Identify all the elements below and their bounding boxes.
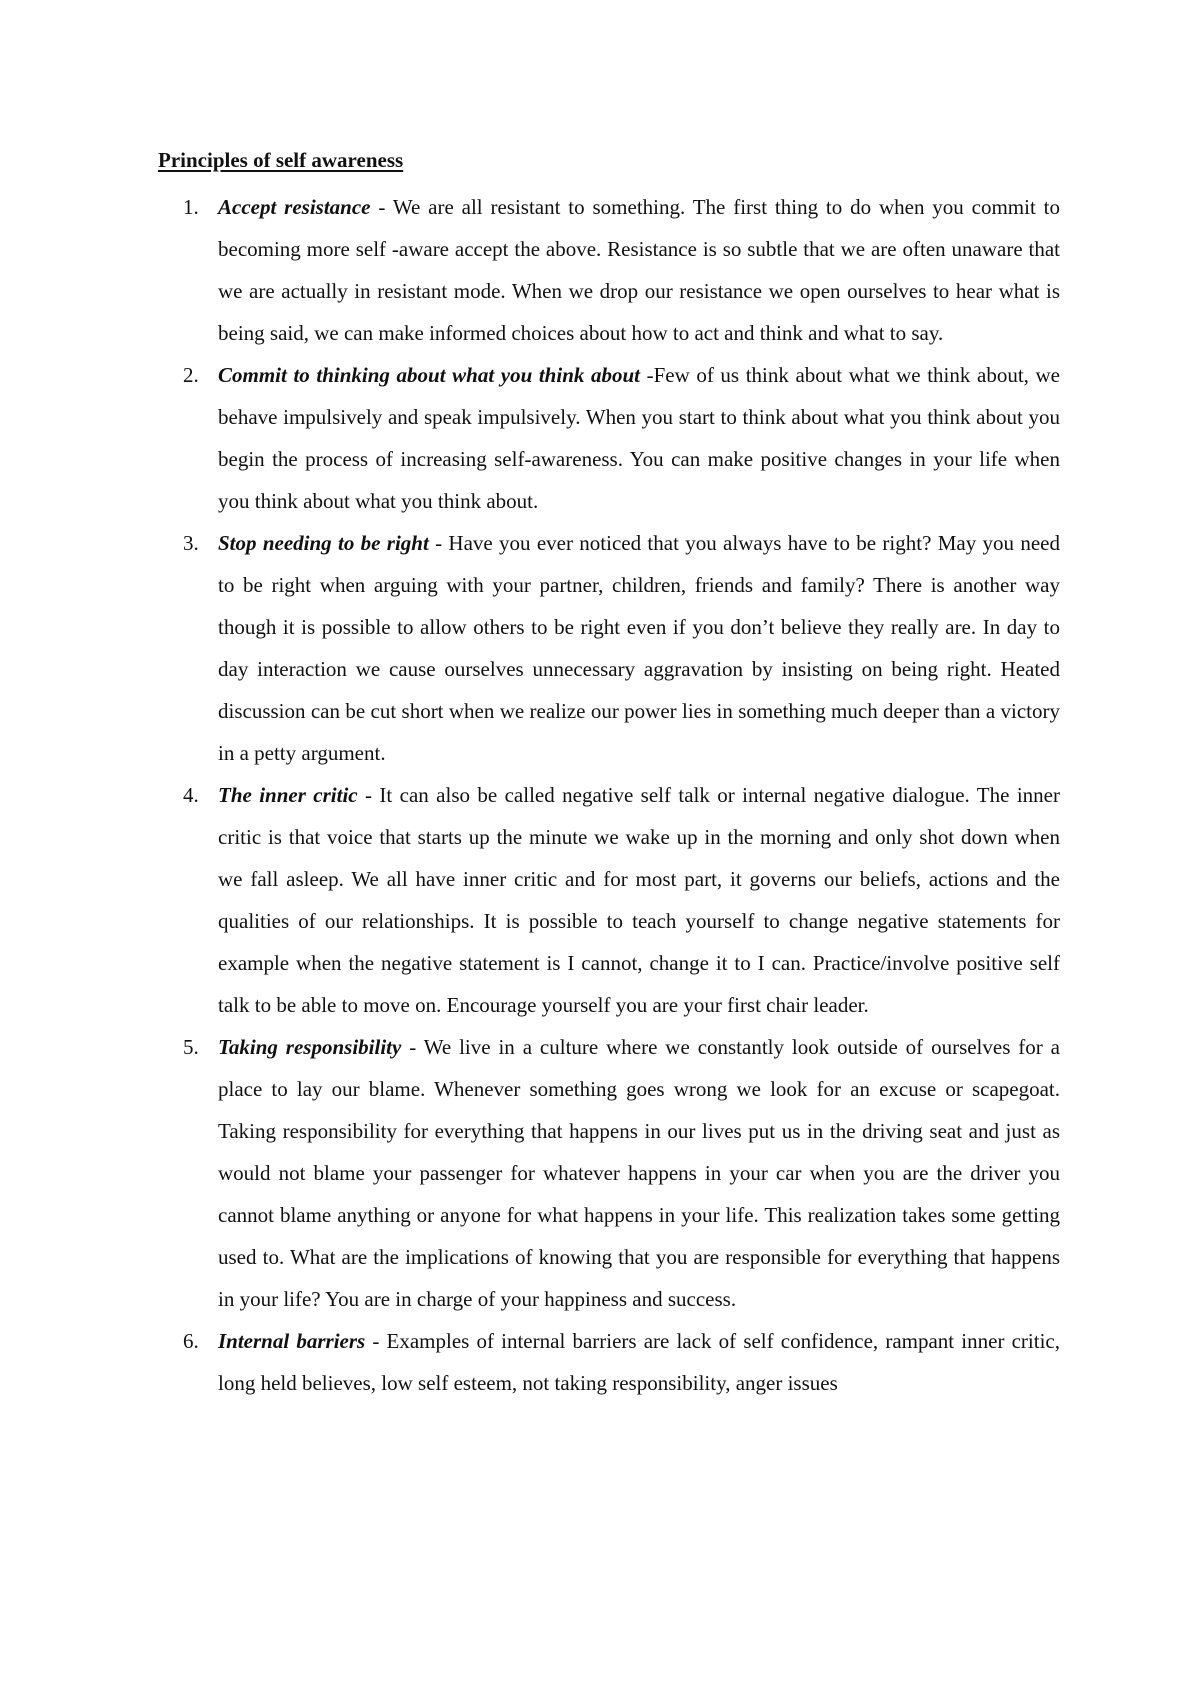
principle-text: - We live in a culture where we constantly look outside of ourselves for a place to lay our blame. Whenever something goes wrong we look for an excuse or scapegoat. Taking responsibility for everything that happens in our lives put us in the driving seat and just as would not blame your passenger for whatever happens in your car when you are the driver you cannot blame anything or anyone for what happens in your life. This realization takes some getting used to. What are the implications of knowing that you are responsible for everything that happens in your life? You are in charge of your happiness and success. xyxy=(218,1035,1060,1311)
list-item xyxy=(183,354,1060,522)
list-item-body xyxy=(218,774,1060,1026)
list-number: 6. xyxy=(183,1329,199,1353)
principle-term: Taking responsibility xyxy=(218,1035,402,1059)
list-item-body xyxy=(218,186,1060,354)
list-item xyxy=(183,1026,1060,1320)
list-item xyxy=(183,774,1060,1026)
list-number: 5. xyxy=(183,1035,199,1059)
list-item xyxy=(183,522,1060,774)
principle-text: -Few of us think about what we think about, we behave impulsively and speak impulsively. When you start to think about what you think about you begin the process of increasing self-awareness. You can make positive changes in your life when you think about what you think about. xyxy=(218,363,1060,513)
list-item-body xyxy=(218,1026,1060,1320)
list-number: 4. xyxy=(183,783,199,807)
list-item-body xyxy=(218,522,1060,774)
principle-term: Accept resistance xyxy=(218,195,371,219)
principle-term: Commit to thinking about what you think about xyxy=(218,363,640,387)
principles-list xyxy=(183,186,1061,1404)
list-number: 2. xyxy=(183,363,199,387)
list-item xyxy=(183,1320,1060,1404)
principle-text: - It can also be called negative self talk or internal negative dialogue. The inner critic is that voice that starts up the minute we wake up in the morning and only shot down when we fall asleep. We all have inner critic and for most part, it governs our beliefs, actions and the qualities of our relationships. It is possible to teach yourself to change negative statements for example when the negative statement is I cannot, change it to I can. Practice/involve positive self talk to be able to move on. Encourage yourself you are your first chair leader. xyxy=(218,783,1060,1017)
list-number: 1. xyxy=(183,195,199,219)
page-title: Principles of self awareness xyxy=(158,148,404,172)
list-item-body xyxy=(218,354,1060,522)
principle-term: Stop needing to be right xyxy=(218,531,429,555)
principle-text: - Have you ever noticed that you always have to be right? May you need to be right when arguing with your partner, children, friends and family? There is another way though it is possible to allow others to be right even if you don’t believe they really are. In day to day interaction we cause ourselves unnecessary aggravation by insisting on being right. Heated discussion can be cut short when we realize our power lies in something much deeper than a victory in a petty argument. xyxy=(218,531,1060,765)
principle-term: Internal barriers xyxy=(218,1329,366,1353)
list-item xyxy=(183,186,1061,354)
list-number: 3. xyxy=(183,531,199,555)
principle-text: - Examples of internal barriers are lack of self confidence, rampant inner critic, long held believes, low self esteem, not taking responsibility, anger issues xyxy=(218,1329,1060,1395)
principle-text: - We are all resistant to something. The first thing to do when you commit to becoming more self -aware accept the above. Resistance is so subtle that we are often unaware that we are actually in resistant mode. When we drop our resistance we open ourselves to hear what is being said, we can make informed choices about how to act and think and what to say. xyxy=(218,195,1061,345)
principle-term: The inner critic xyxy=(218,783,358,807)
list-item-body xyxy=(218,1320,1060,1404)
